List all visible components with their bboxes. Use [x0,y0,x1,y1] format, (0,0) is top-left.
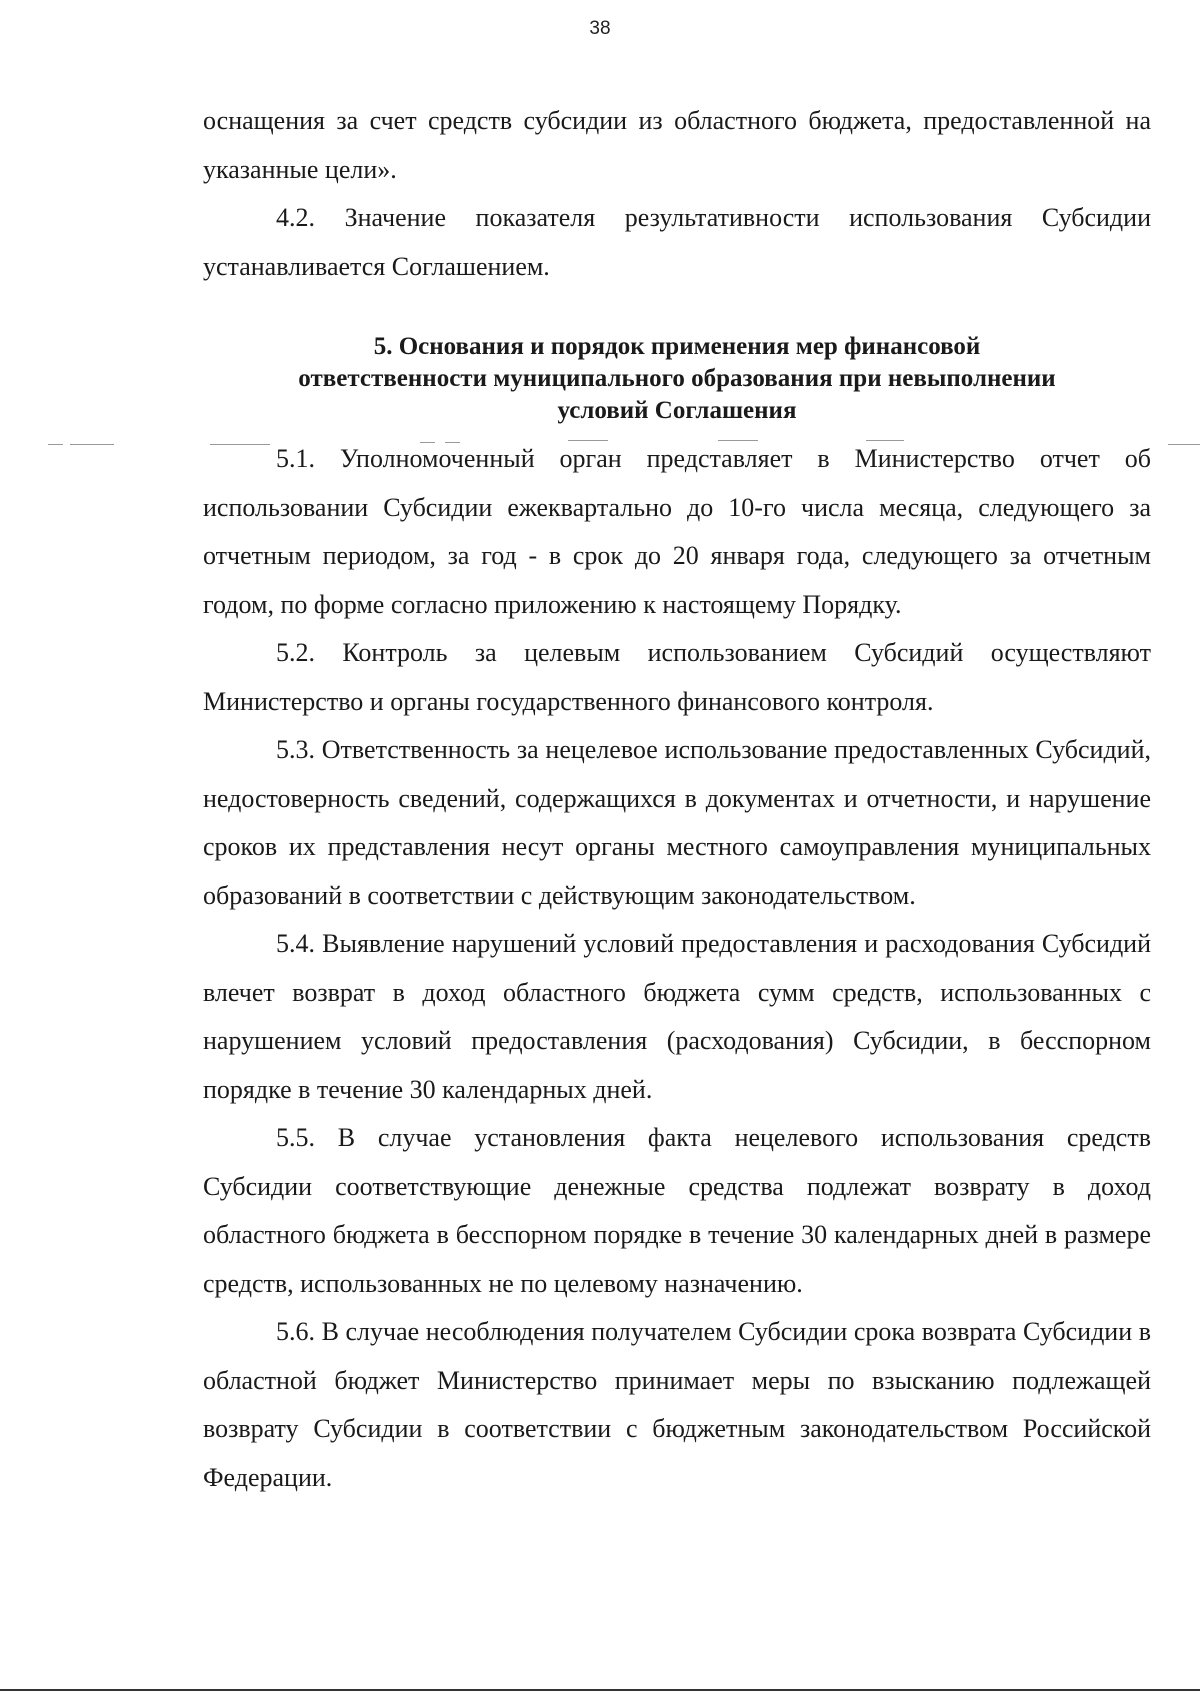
scan-artifact-line [70,444,114,445]
scan-artifact-line [420,442,435,443]
scan-artifact-line [210,444,270,445]
paragraph-5-3: 5.3. Ответственность за нецелевое использование предоставленных Субсидий, недостоверность сведений, содержащихся в документах и отчетности, и нарушение сроков их представления несут органы местного самоуправления муниципальных образований в соответствии с действующим законодательством. [203,735,1151,910]
paragraph-continuation: оснащения за счет средств субсидии из областного бюджета, предоставленной на указанные цели». [203,106,1151,184]
paragraph-5-5: 5.5. В случае установления факта нецелевого использования средств Субсидии соответствующие денежные средства подлежат возврату в доход областного бюджета в бесспорном порядке в течение 30 календарных дней в размере средств, использованных не по целевому назначению. [203,1123,1151,1298]
scan-artifact-line [718,440,758,441]
scan-artifact-line [1168,444,1200,445]
section-heading-line: условий Соглашения [557,397,797,424]
paragraph-4-2: 4.2. Значение показателя результативности использования Субсидии устанавливается Соглашением. [203,203,1151,281]
page-bottom-rule [0,1689,1200,1691]
section-heading-line: 5. Основания и порядок применения мер финансовой [373,333,981,360]
scan-artifact-line [568,440,608,441]
paragraph-5-6: 5.6. В случае несоблюдения получателем Субсидии срока возврата Субсидии в областной бюджет Министерство принимает меры по взысканию подлежащей возврату Субсидии в соответствии с бюджетным законодательством Российской Федерации. [203,1317,1151,1492]
page-number: 38 [589,18,611,39]
section-heading-line: ответственности муниципального образования при невыполнении [298,365,1056,392]
scan-artifact-line [445,442,460,443]
document-body [203,97,1151,1502]
scan-artifact-line [866,440,904,441]
paragraph-5-1: 5.1. Уполномоченный орган представляет в Министерство отчет об использовании Субсидии ежеквартально до 10-го числа месяца, следующего за отчетным периодом, за год - в срок до 20 января года, следующего за отчетным годом, по форме согласно приложению к настоящему Порядку. [203,444,1151,619]
section-5-heading [203,331,1151,427]
scan-artifact-line [48,444,63,445]
paragraph-5-4: 5.4. Выявление нарушений условий предоставления и расходования Субсидий влечет возврат в доход областного бюджета сумм средств, использованных с нарушением условий предоставления (расходования) Субсидии, в бесспорном порядке в течение 30 календарных дней. [203,929,1151,1104]
paragraph-5-2: 5.2. Контроль за целевым использованием Субсидий осуществляют Министерство и органы государственного финансового контроля. [203,638,1151,716]
